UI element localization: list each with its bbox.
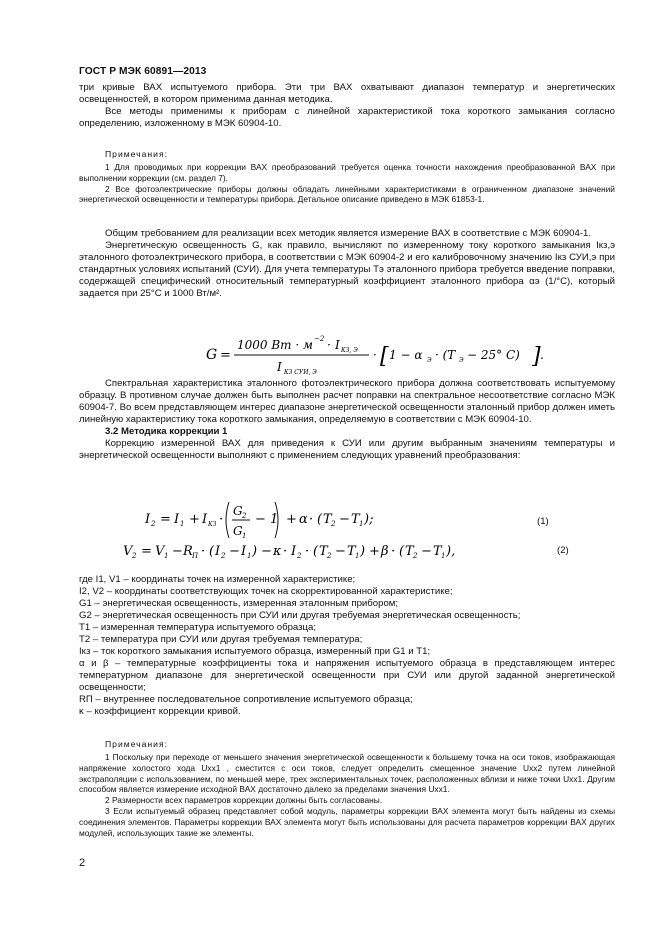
svg-text:·: ·: [283, 544, 288, 559]
definition-item: G1 – энергетическая освещенность, измеренная эталонным прибором;: [79, 598, 399, 609]
svg-text:T: T: [323, 512, 332, 527]
svg-text:V: V: [155, 544, 165, 559]
svg-text:1: 1: [355, 552, 360, 560]
svg-text:2: 2: [297, 552, 302, 560]
formula-lhs: G: [206, 347, 218, 363]
definition-item: Iкз – ток короткого замыкания испытуемого образца, измеренный при G1 и T1;: [79, 646, 431, 657]
notes-block-2: [79, 738, 615, 838]
svg-text:2: 2: [132, 552, 137, 560]
formula-alpha-sub: Э: [427, 357, 432, 364]
svg-text:);: );: [364, 512, 374, 527]
svg-text:]: ]: [532, 344, 541, 369]
formula-denominator-sub: КЗ СУИ, Э: [284, 369, 317, 376]
svg-text:·: ·: [373, 348, 377, 362]
svg-text:I: I: [291, 544, 297, 559]
svg-text:1: 1: [180, 520, 185, 528]
formula-ikz-sub: КЗ, Э: [341, 347, 358, 354]
intro-text: [79, 82, 615, 130]
equation-1-number: (1): [537, 516, 549, 527]
svg-text:·: ·: [305, 544, 310, 559]
equation-1: [79, 496, 615, 544]
svg-text:(: (: [209, 544, 215, 559]
svg-text:): ): [360, 544, 366, 559]
svg-text:1: 1: [359, 520, 364, 528]
formula-denominator: I: [277, 360, 282, 374]
formula-ikz: I: [335, 338, 340, 352]
svg-text:T: T: [351, 512, 360, 527]
definition-item: RП – внутреннее последовательное сопротивление испытуемого образца;: [79, 694, 413, 705]
svg-text:=: =: [220, 348, 231, 363]
formula-numerator: 1000 Вт · м: [237, 338, 313, 352]
note-3: 3 Если испытуемый образец представляет собой модуль, параметры коррекции ВАХ элемента могут быть найдены из схемы соединения элементов. Параметры коррекции ВАХ элемента могут быть использованы для расчета параметров коррекции ВАХ других модулей, использующих такие же элементы.: [79, 805, 615, 838]
svg-text:[: [: [380, 344, 389, 369]
svg-text:I: I: [145, 512, 151, 527]
svg-text:I: I: [215, 544, 221, 559]
definition-item: G2 – энергетическая освещенность при СУИ или другая требуемая энергетическая освещенность;: [79, 610, 521, 621]
svg-text:=: =: [141, 544, 152, 559]
svg-text:П: П: [192, 552, 199, 560]
svg-text:T: T: [319, 544, 328, 559]
svg-text:α: α: [299, 512, 308, 527]
svg-text:I: I: [241, 544, 247, 559]
formula-tail: · (T: [435, 348, 456, 362]
svg-text:R: R: [183, 544, 193, 559]
formula-t-sub: Э: [459, 357, 464, 364]
formula-tail2: − 25° C): [467, 348, 520, 362]
definition-item: κ – коэффициент коррекции кривой.: [79, 706, 241, 717]
body-paragraph-5: Спектральная характеристика эталонного фотоэлектрического прибора должна соответствовать испытуемому образцу. В противном случае должен быть выполнен расчет поправки на спектральное несоответствие согласно МЭК 60904-7. Во всем представляющем интерес диапазоне энергетической освещенности эталонный прибор должен иметь линейную характеристику тока короткого замыкания, определяемую в соответствии с МЭК 60904-10.: [79, 378, 615, 425]
svg-text:=: =: [160, 512, 171, 527]
svg-text:+: +: [286, 512, 297, 527]
svg-text:−: −: [339, 512, 350, 527]
definition-item: I2, V2 – координаты соответствующих точек на скорректированной характеристике;: [79, 586, 453, 597]
body-paragraph-3: Общим требованием для реализации всех методик является измерение ВАХ в соответствие с МЭК 60904-1.: [105, 228, 592, 239]
svg-text:−: −: [261, 544, 272, 559]
note-1: 1 Поскольку при переходе от меньшего значения энергетической освещенности к большему точка на оси токов, изображающая напряжение холостого хода Uхх1 , сместится с оси токов, следует определить смещенное значение Uхх2 путем линейной экстраполяции с использованием, по меньшей мере, трех экспериментальных точек, расположенных вблизи и ниже точки Uхх1. Другим способом является измерение исходной ВАХ достаточно далеко за пределами значения Uхх1.: [79, 752, 615, 795]
svg-text:2: 2: [221, 552, 226, 560]
svg-text:1: 1: [441, 552, 446, 560]
svg-text:(: (: [313, 544, 319, 559]
svg-text:T: T: [433, 544, 442, 559]
definitions-list: [79, 574, 615, 718]
formula-irradiance: [79, 327, 615, 379]
svg-text:(: (: [399, 544, 405, 559]
svg-text:·: ·: [309, 512, 314, 527]
note-1: 1 Для проводимых при коррекции ВАХ преобразований требуется оценка точности нахождения преобразованной ВАХ при выполнении коррекции (см. раздел 7).: [79, 162, 615, 183]
body-text-2: [79, 378, 615, 462]
intro-paragraph-1: три кривые ВАХ испытуемого прибора. Эти три ВАХ охватывают диапазон температур и энергетических освещенностей, в котором применима данная методика.: [79, 82, 615, 105]
svg-text:2: 2: [242, 512, 247, 520]
svg-text:−: −: [229, 544, 240, 559]
note-2: 2 Размерности всех параметров коррекции должны быть согласованы.: [105, 795, 383, 806]
svg-text:− 1: − 1: [255, 512, 279, 527]
svg-text:−: −: [421, 544, 432, 559]
svg-text:−: −: [172, 544, 183, 559]
section-heading: 3.2 Методика коррекции 1: [105, 426, 228, 437]
body-paragraph-4: Энергетическую освещенность G, как правило, вычисляют по измеренному току короткого замыкания Iкз,э эталонного фотоэлектрического прибора, в соответствии с МЭК 60904-2 и его калибровочному значению Iкз СУИ,э при стандартных условиях испытаний (СУИ). Для учета температуры Tэ эталонного прибора требуется введение поправки, содержащей специфический относительный температурный коэффициент эталонного прибора αэ (1/°C), который задается при 25°C и 1000 Вт/м².: [79, 240, 615, 299]
definition-item: α и β – температурные коэффициенты тока и напряжения испытуемого образца в представляющем интерес температурном диапазоне для энергетической освещенности при СУИ или другой заданной энергетической освещенности;: [79, 658, 615, 693]
svg-text:+: +: [369, 544, 380, 559]
svg-text:T: T: [347, 544, 356, 559]
svg-text:2: 2: [413, 552, 418, 560]
svg-text:G: G: [233, 524, 243, 538]
svg-text:κ: κ: [273, 544, 282, 559]
definition-item: T1 – измеренная температура испытуемого образца;: [79, 622, 317, 633]
formula-exp: −2: [314, 335, 325, 343]
svg-text:.: .: [540, 348, 544, 362]
definition-item: T2 – температура при СУИ или другая требуемая температура;: [79, 634, 363, 645]
svg-text:·: ·: [219, 512, 224, 527]
equation-2-number: (2): [557, 545, 569, 556]
document-header: ГОСТ Р МЭК 60891—2013: [79, 66, 207, 77]
notes-heading: Примечания:: [105, 149, 169, 159]
notes-block-1: [79, 148, 615, 205]
svg-text:),: ),: [446, 544, 456, 559]
notes-heading: Примечания:: [105, 739, 169, 749]
svg-text:2: 2: [327, 552, 332, 560]
svg-text:1: 1: [164, 552, 169, 560]
svg-text:V: V: [123, 544, 133, 559]
note-2: 2 Все фотоэлектрические приборы должны обладать линейными характеристиками в ограниченном диапазоне значений энергетической освещенности и температуры прибора. Детальное описание приведено в МЭК 61853-1.: [79, 183, 615, 205]
equation-2: [79, 539, 615, 563]
svg-text:G: G: [233, 504, 243, 518]
svg-text:β: β: [381, 544, 389, 559]
definition-item: где I1, V1 – координаты точек на измеренной характеристике;: [79, 574, 356, 585]
svg-text:I: I: [202, 512, 208, 527]
svg-text:КЗ: КЗ: [208, 521, 217, 528]
svg-text:(: (: [317, 512, 323, 527]
svg-text:·: ·: [327, 338, 331, 352]
svg-text:1: 1: [242, 532, 247, 540]
body-text-1: [79, 228, 615, 300]
svg-text:I: I: [174, 512, 180, 527]
svg-text:+: +: [189, 512, 200, 527]
svg-text:·: ·: [201, 544, 206, 559]
svg-text:−: −: [335, 544, 346, 559]
svg-text:T: T: [405, 544, 414, 559]
intro-paragraph-2: Все методы применимы к приборам с линейной характеристикой тока короткого замыкания согласно определению, изложенному в МЭК 60904-10.: [79, 106, 615, 129]
svg-text:·: ·: [391, 544, 396, 559]
page-number: 2: [79, 857, 86, 869]
svg-text:2: 2: [151, 520, 156, 528]
svg-text:): ): [252, 544, 258, 559]
svg-text:2: 2: [331, 520, 336, 528]
formula-bracket: 1 − α: [389, 348, 423, 362]
body-paragraph-6: Коррекцию измеренной ВАХ для приведения к СУИ или другим выбранным значениям температуры и энергетической освещенности выполняют с применением следующих уравнений преобразования:: [79, 438, 615, 461]
svg-text:1: 1: [247, 552, 252, 560]
